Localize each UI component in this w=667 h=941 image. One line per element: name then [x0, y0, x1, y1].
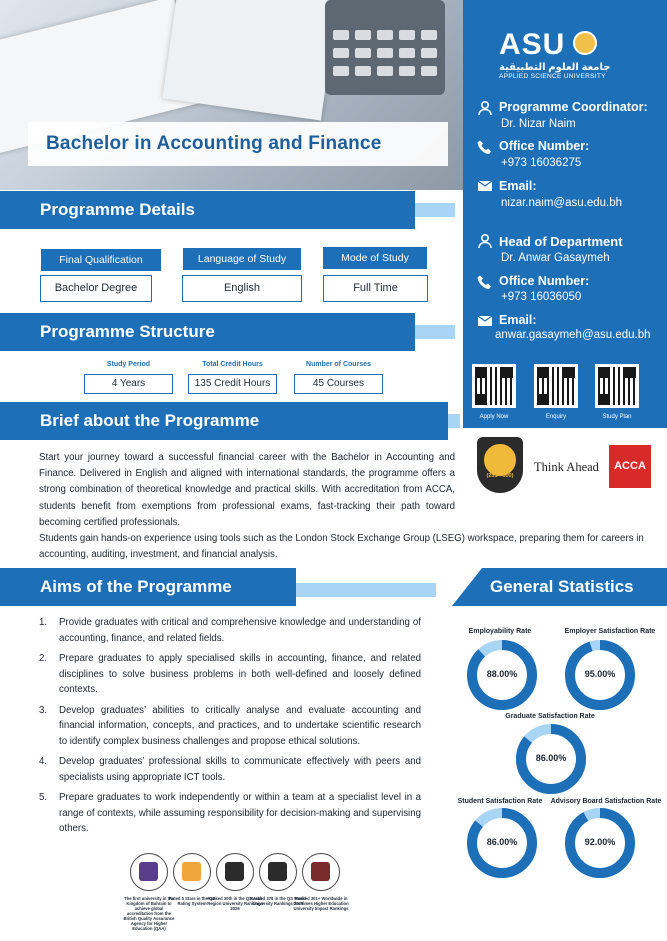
university-logo-text: ASU — [499, 28, 566, 61]
university-english-name: APPLIED SCIENCE UNIVERSITY — [499, 73, 606, 80]
contact-label: Office Number: — [499, 274, 590, 288]
contact-value: Dr. Anwar Gasaymeh — [501, 252, 610, 264]
stat-label: Graduate Satisfaction Rate — [505, 713, 595, 720]
list-item — [39, 651, 421, 698]
aim-number: 4. — [39, 756, 48, 767]
details-label: Final Qualification — [41, 249, 161, 271]
section-heading-stats: General Statistics — [490, 577, 634, 596]
stat-label: Advisory Board Satisfaction Rate — [550, 798, 662, 805]
qr-code-enquiry[interactable] — [534, 364, 578, 408]
hero-calculator-graphic — [325, 0, 445, 95]
qs-stars-badge — [173, 853, 211, 891]
qaa-badge — [130, 853, 168, 891]
band-accent — [296, 583, 436, 597]
details-label: Mode of Study — [323, 247, 427, 269]
qs-arab-badge — [216, 853, 254, 891]
email-icon — [477, 313, 493, 329]
list-item — [39, 703, 421, 750]
band-accent — [448, 414, 460, 428]
list-item — [39, 754, 421, 785]
qs-ranking-badge — [477, 437, 523, 493]
contact-label: Programme Coordinator: — [499, 100, 648, 114]
list-item — [39, 790, 421, 837]
structure-value: 135 Credit Hours — [188, 374, 277, 394]
university-arabic-name: جامعة العلوم التطبيقية — [499, 62, 611, 73]
structure-label: Number of Courses — [306, 361, 371, 368]
stat-value: 92.00% — [584, 837, 616, 847]
details-label: Language of Study — [183, 248, 301, 270]
the-impact-badge — [302, 853, 340, 891]
university-emblem-icon — [573, 31, 597, 55]
aim-text: Prepare graduates to apply specialised skills in accounting, finance, and related disciplines to solve business problems in both well-defined and loosely defined contexts. — [59, 653, 421, 695]
contact-value: +973 16036275 — [501, 157, 582, 169]
person-icon — [477, 233, 493, 249]
aim-number: 2. — [39, 653, 48, 664]
contact-label: Head of Department — [499, 234, 623, 249]
badge-caption: Rated 5 Stars in the QS Rating System — [168, 896, 216, 906]
band-accent — [415, 325, 455, 339]
badge-emblem — [268, 862, 287, 881]
qs-world-badge — [259, 853, 297, 891]
badge-caption: Ranked 378 in the QS World University Rankings 2026 — [250, 896, 306, 906]
stat-label: Employability Rate — [468, 628, 532, 635]
contact-email-link[interactable]: anwar.gasaymeh@asu.edu.bh — [495, 329, 651, 341]
qr-label: Study Plan — [602, 414, 632, 420]
qr-label: Enquiry — [545, 414, 567, 420]
contact-label: Office Number: — [499, 139, 590, 153]
contact-sidebar — [463, 0, 667, 428]
qr-code-study-plan[interactable] — [595, 364, 639, 408]
phone-icon — [477, 274, 493, 290]
badge-caption: Ranked 30th in the QS Arab Region University Rankings 2026 — [207, 896, 263, 911]
stat-label: Student Satisfaction Rate — [457, 798, 543, 805]
qr-code-apply[interactable] — [472, 364, 516, 408]
aims-list — [39, 615, 421, 842]
structure-value: 4 Years — [84, 374, 173, 394]
aim-text: Provide graduates with critical and comprehensive knowledge and understanding of accounting, finance, and related fields. — [59, 617, 421, 644]
stat-value: 86.00% — [486, 837, 518, 847]
badge-emblem — [311, 862, 330, 881]
structure-label: Total Credit Hours — [202, 361, 263, 368]
hero-banner — [0, 0, 463, 190]
details-value: Bachelor Degree — [40, 275, 152, 302]
contact-label: Email: — [499, 313, 537, 327]
contact-value: Dr. Nizar Naim — [501, 118, 576, 130]
stat-label: Employer Satisfaction Rate — [564, 628, 656, 635]
acca-logo: ACCA — [609, 445, 651, 488]
aim-number: 3. — [39, 704, 48, 716]
aim-text: Prepare graduates to work independently or within a team at a specialist level in a range of contexts, while assuming responsibility for decision-making and supervising others. — [59, 792, 421, 834]
section-heading-brief: Brief about the Programme — [0, 402, 448, 440]
aim-text: Develop graduates’ professional skills to communicate effectively with peers and specialists using appropriate ICT tools. — [59, 756, 421, 783]
aim-number: 1. — [39, 617, 48, 628]
aim-number: 5. — [39, 792, 48, 803]
phone-icon — [477, 139, 493, 155]
stat-value: 95.00% — [584, 669, 616, 679]
acca-tagline: Think Ahead — [534, 460, 599, 474]
brief-paragraph: Start your journey toward a successful financial career with the Bachelor in Accounting and Finance. Delivered in English and aligned with international standards, the programme offers a strong combination of theoretical knowledge and practical skills. With accreditation from ACCA, students benefit from exemptions from professional exams, fast-tracking their path toward becoming certified professionals. — [39, 452, 455, 528]
structure-label: Study Period — [106, 361, 151, 368]
stat-value: 88.00% — [486, 669, 518, 679]
badge-emblem — [225, 862, 244, 881]
section-heading-structure: Programme Structure — [0, 313, 415, 351]
email-icon — [477, 178, 493, 194]
badge-emblem — [139, 862, 158, 881]
band-accent — [415, 203, 455, 217]
section-heading-details: Programme Details — [0, 191, 415, 229]
badge-caption: The first university in the Kingdom of Bahrain to achieve global accreditation from the British Quality Assurance Agency for Higher Education (QAA) — [123, 896, 175, 931]
badge-caption: Ranked 301+ Worldwide in the Times Higher Education University Impact Rankings — [293, 896, 349, 911]
contact-email-link[interactable]: nizar.naim@asu.edu.bh — [501, 197, 622, 209]
page-title: Bachelor in Accounting and Finance — [46, 133, 382, 154]
list-item — [39, 615, 421, 646]
qr-label: Apply Now — [479, 414, 509, 420]
section-heading-aims: Aims of the Programme — [0, 568, 296, 606]
badge-emblem — [182, 862, 201, 881]
aim-text: Develop graduates’ abilities to critically analyse and evaluate accounting and financial information, concepts, and practices, and to undertake scientific research to identify complex business challenges and propose ethical solutions. — [59, 704, 421, 747]
stat-value: 86.00% — [535, 753, 567, 763]
person-icon — [477, 100, 493, 116]
details-value: English — [182, 275, 302, 302]
structure-value: 45 Courses — [294, 374, 383, 394]
contact-value: +973 16036050 — [501, 291, 582, 303]
qs-badge-text: (251 - 300) — [486, 473, 514, 479]
brief-paragraph: Students gain hands-on experience using tools such as the London Stock Exchange Group (LSEG) workspace, preparing them for careers in accounting, auditing, investment, and financial analysis. — [39, 533, 644, 560]
contact-label: Email: — [499, 179, 537, 193]
details-value: Full Time — [323, 275, 428, 302]
